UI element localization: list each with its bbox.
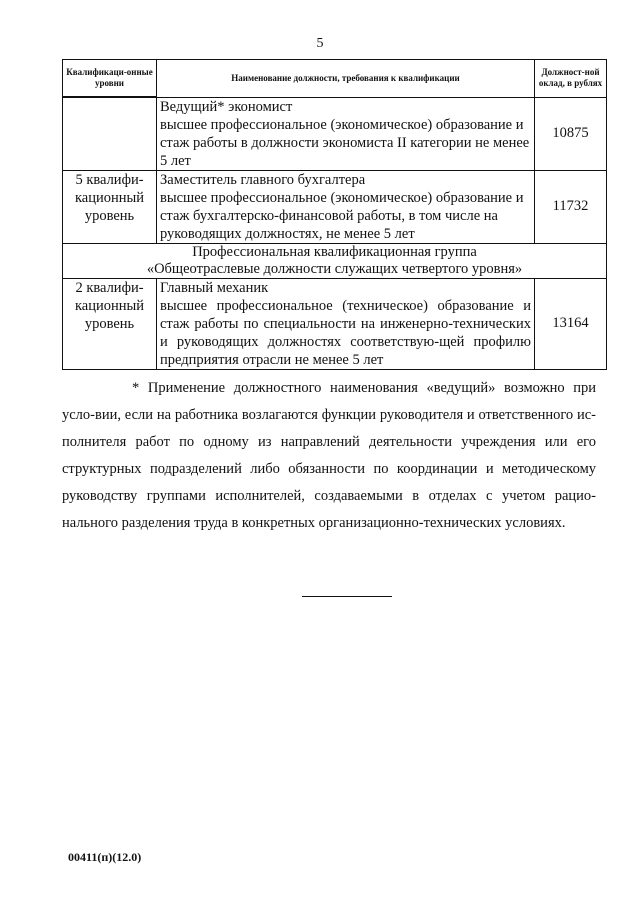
footnote-text: * Применение должностного наименования «ведущий» возможно при усло-вии, если на работника возлагаются функции руководителя и ответственного ис-полнителя работ по одному из направлений деятельности учреждения или его структурных подразделений либо обязанности по координации и методическому руководству группами исполнителей, создаваемыми в отделах с учетом рацио-нального разделения труда в конкретных организационно-технических условиях. bbox=[62, 380, 596, 531]
row-salary: 11732 bbox=[535, 170, 607, 243]
qualification-table bbox=[62, 59, 607, 370]
header-position: Наименование должности, требования к квалификации bbox=[157, 60, 535, 98]
header-salary: Должност-ной оклад, в рублях bbox=[535, 60, 607, 98]
page-number: 5 bbox=[316, 36, 324, 51]
row-description bbox=[157, 170, 535, 243]
row-requirements: высшее профессиональное (экономическое) образование и стаж работы в должности экономиста II категории не менее 5 лет bbox=[160, 116, 530, 169]
row-level: 5 квалифи-кационный уровень bbox=[63, 170, 157, 243]
row-salary: 10875 bbox=[535, 97, 607, 170]
document-code: 00411(п)(12.0) bbox=[68, 850, 142, 864]
header-levels: Квалификаци-онные уровни bbox=[63, 60, 157, 98]
footnote bbox=[62, 375, 596, 537]
table-row bbox=[63, 97, 607, 170]
table-header-row bbox=[63, 60, 607, 98]
group-row bbox=[63, 243, 607, 278]
group-line-1: Профессиональная квалификационная группа bbox=[192, 243, 477, 260]
row-requirements: высшее профессиональное (техническое) образование и стаж работы по специальности на инженерно-технических и руководящих должностях соответствую-щей профилю предприятия отрасли не менее 5 лет bbox=[160, 297, 531, 368]
table-row bbox=[63, 170, 607, 243]
table-row bbox=[63, 278, 607, 369]
group-title bbox=[63, 243, 607, 278]
divider-line bbox=[302, 596, 392, 597]
row-salary: 13164 bbox=[535, 278, 607, 369]
row-requirements: высшее профессиональное (экономическое) образование и стаж бухгалтерско-финансовой работы, в том числе на руководящих должностях, не менее 5 лет bbox=[160, 189, 524, 242]
row-title: Заместитель главного бухгалтера bbox=[160, 171, 366, 188]
row-level bbox=[63, 97, 157, 170]
row-description bbox=[157, 97, 535, 170]
row-title: Ведущий* экономист bbox=[160, 98, 293, 115]
row-level: 2 квалифи-кационный уровень bbox=[63, 278, 157, 369]
row-description bbox=[157, 278, 535, 369]
row-title: Главный механик bbox=[160, 279, 269, 296]
group-line-2: «Общеотраслевые должности служащих четвертого уровня» bbox=[146, 260, 523, 277]
